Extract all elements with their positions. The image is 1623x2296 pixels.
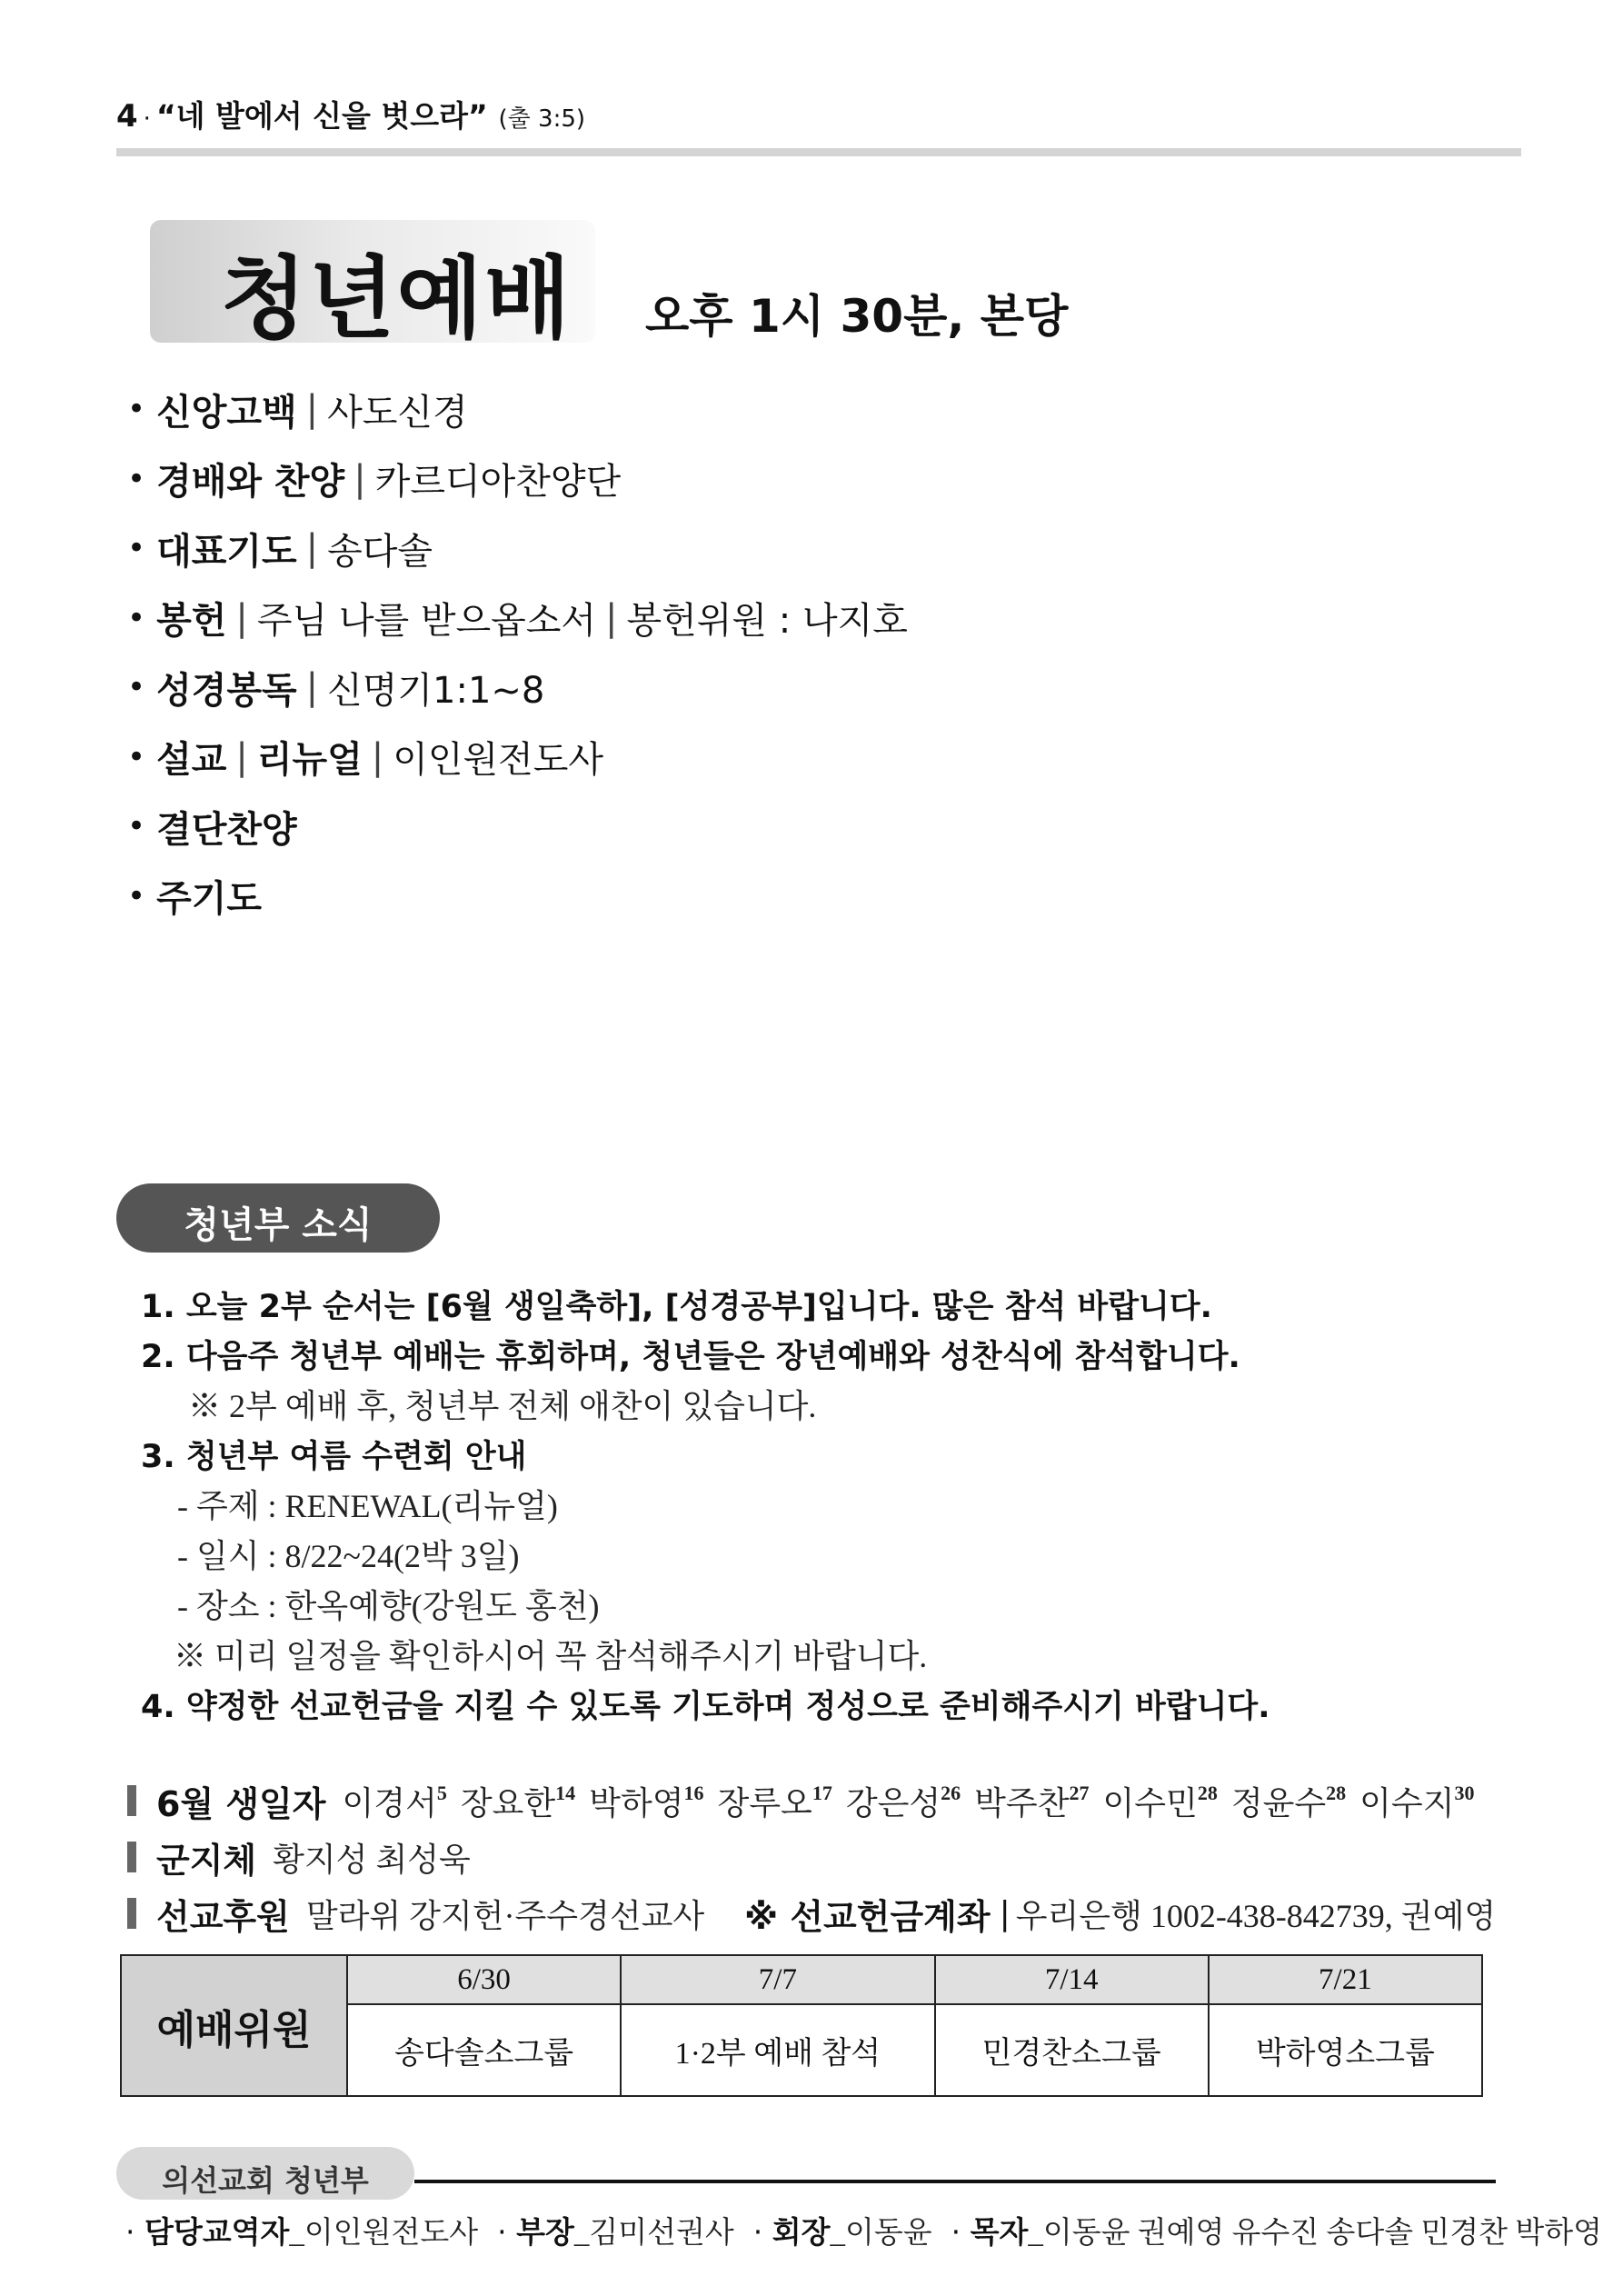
- mission-label: 선교후원: [156, 1896, 290, 1937]
- staff-role: 부장: [516, 2214, 574, 2250]
- order-label: 봉헌: [156, 600, 227, 643]
- news-heading-pill: [116, 1183, 440, 1253]
- birthday-day: 30: [1454, 1781, 1475, 1804]
- page-number: 4: [116, 98, 138, 135]
- bullet-icon: •: [127, 669, 146, 706]
- duty-date: 6/30: [347, 1955, 621, 2004]
- birthday-list: [343, 1778, 1480, 1824]
- news-note: ※ 2부 예배 후, 청년부 전체 애찬이 있습니다.: [188, 1388, 817, 1424]
- duty-date: 7/14: [935, 1955, 1209, 2004]
- birthday-line: [127, 1772, 1496, 1829]
- bullet-icon: •: [127, 808, 146, 845]
- staff-names: _이동윤: [830, 2217, 932, 2250]
- order-detail: 송다솔: [327, 530, 433, 573]
- order-item: [127, 723, 908, 793]
- order-detail: 신명기1:1~8: [327, 669, 545, 712]
- order-detail: 주님 나를 받으옵소서: [256, 600, 597, 643]
- org-name: 의선교회 청년부: [162, 2163, 369, 2198]
- birthday-day: 14: [555, 1781, 576, 1804]
- header-reference: (출 3:5): [498, 105, 586, 133]
- marker: [127, 1898, 136, 1929]
- bullet-icon: •: [127, 460, 146, 497]
- order-item: [127, 444, 908, 514]
- news-heading: 청년부 소식: [184, 1204, 373, 1246]
- order-label: 결단찬양: [156, 808, 297, 851]
- mission-names: 말라위 강지헌·주수경선교사: [305, 1897, 705, 1934]
- divider: |: [305, 666, 319, 709]
- birthday-label: 6월 생일자: [156, 1783, 326, 1824]
- birthday-day: 17: [812, 1781, 832, 1804]
- bullet-icon: •: [127, 599, 146, 636]
- footer-rule: [414, 2180, 1496, 2183]
- divider: |: [305, 527, 319, 570]
- order-item: [127, 514, 908, 584]
- staff-role: 회장: [772, 2214, 831, 2250]
- page-header: [116, 93, 585, 135]
- worship-title-box: [150, 220, 595, 351]
- news-list: [141, 1279, 1270, 1729]
- order-label: 주기도: [156, 878, 262, 921]
- sermon-title: 리뉴얼: [256, 739, 363, 782]
- marker: [127, 1842, 136, 1872]
- birthday-name: 이수민: [1102, 1784, 1198, 1822]
- order-label: 대표기도: [156, 530, 297, 573]
- bullet-icon: •: [127, 877, 146, 914]
- order-detail: 카르디아찬양단: [374, 461, 622, 504]
- divider: |: [371, 735, 384, 778]
- order-item: [127, 584, 908, 654]
- order-label: 경배와 찬양: [156, 461, 345, 504]
- order-detail: 사도신경: [327, 391, 468, 434]
- bullet-icon: •: [127, 391, 146, 428]
- worship-title: 청년예배: [221, 247, 573, 351]
- worship-order: [127, 374, 908, 931]
- news-item: 2. 다음주 청년부 예배는 휴회하며, 청년들은 장년예배와 성찬식에 참석합니다.: [141, 1338, 1240, 1375]
- bullet-icon: •: [127, 530, 146, 567]
- birthday-name: 정윤수: [1230, 1784, 1327, 1822]
- military-names: 황지성 최성욱: [273, 1841, 471, 1878]
- worship-time: 오후 1시 30분, 본당: [645, 290, 1069, 343]
- news-detail: - 장소 : 한옥예향(강원도 홍천): [177, 1588, 600, 1624]
- staff-names: _이인원전도사: [289, 2217, 479, 2250]
- order-extra: 이인원전도사: [393, 739, 604, 782]
- divider: |: [235, 735, 248, 778]
- staff-line: · 담당교역자_이인원전도사 · 부장_김미선권사 · 회장_이동윤 · 목자_이동윤 권예영 유수진 송다솔 민경찬 박하영: [125, 2214, 1602, 2250]
- bullet-icon: •: [127, 738, 146, 775]
- account-number: 우리은행 1002-438-842739, 권예영: [1015, 1897, 1497, 1934]
- military-line: [127, 1829, 1496, 1885]
- order-extra: 봉헌위원 : 나지호: [626, 600, 908, 643]
- birthday-day: 26: [941, 1781, 961, 1804]
- order-label: 성경봉독: [156, 669, 297, 712]
- divider: |: [305, 388, 319, 431]
- birthday-name: 박주찬: [974, 1784, 1070, 1822]
- birthday-day: 28: [1326, 1781, 1347, 1804]
- header-divider: [116, 148, 1521, 156]
- news-note: ※ 미리 일정을 확인하시어 꼭 참석해주시기 바랍니다.: [174, 1638, 928, 1674]
- order-item: [127, 862, 908, 932]
- news-detail: - 일시 : 8/22~24(2박 3일): [177, 1538, 520, 1574]
- birthday-day: 5: [436, 1781, 447, 1804]
- birthday-name: 박하영: [589, 1784, 684, 1822]
- news-item: 4. 약정한 선교헌금을 지킬 수 있도록 기도하며 정성으로 준비해주시기 바랍니다.: [141, 1688, 1270, 1725]
- duty-group: 박하영소그룹: [1209, 2004, 1482, 2096]
- header-quote: “네 발에서 신을 벗으라”: [155, 98, 488, 134]
- duty-group: 송다솔소그룹: [347, 2004, 621, 2096]
- duty-table: [120, 1954, 1483, 2097]
- order-item: [127, 374, 908, 444]
- info-lines: [127, 1772, 1496, 1942]
- divider: |: [605, 596, 618, 639]
- order-item: [127, 653, 908, 723]
- staff-names: _이동윤 권예영 유수진 송다솔 민경찬 박하영: [1028, 2217, 1602, 2250]
- duty-date: 7/21: [1209, 1955, 1482, 2004]
- duty-group: 민경찬소그룹: [935, 2004, 1209, 2096]
- org-pill: [116, 2147, 414, 2200]
- news-item: 1. 오늘 2부 순서는 [6월 생일축하], [성경공부]입니다. 많은 참석 바랍니다.: [141, 1288, 1212, 1325]
- staff-names: _김미선권사: [573, 2217, 734, 2250]
- birthday-day: 27: [1069, 1781, 1090, 1804]
- news-item: 3. 청년부 여름 수련회 안내: [141, 1438, 527, 1475]
- birthday-day: 16: [683, 1781, 704, 1804]
- marker: [127, 1785, 136, 1816]
- duty-group: 1·2부 예배 참석: [621, 2004, 934, 2096]
- order-label: 설교: [156, 739, 227, 782]
- birthday-name: 이수지: [1359, 1784, 1455, 1822]
- staff-role: 목자: [970, 2214, 1029, 2250]
- header-separator: ·: [143, 105, 151, 133]
- order-label: 신앙고백: [156, 391, 297, 434]
- birthday-name: 강은성: [845, 1784, 941, 1822]
- divider: |: [235, 596, 248, 639]
- military-label: 군지체: [156, 1840, 257, 1881]
- duty-date: 7/7: [621, 1955, 934, 2004]
- birthday-name: 이경서: [342, 1784, 437, 1822]
- order-item: [127, 792, 908, 862]
- staff-role: 담당교역자: [144, 2214, 290, 2250]
- account-label: ※ 선교헌금계좌: [744, 1896, 991, 1937]
- birthday-name: 장요한: [460, 1784, 556, 1822]
- news-detail: - 주제 : RENEWAL(리뉴얼): [177, 1488, 558, 1524]
- birthday-day: 28: [1197, 1781, 1218, 1804]
- mission-line: 선교후원 말라위 강지헌·주수경선교사 ※ 선교헌금계좌 | 우리은행 1002-438-842739, 권예영: [127, 1885, 1496, 1942]
- divider: |: [353, 457, 366, 500]
- duty-label: 예배위원: [121, 1955, 347, 2096]
- birthday-name: 장루오: [717, 1784, 812, 1822]
